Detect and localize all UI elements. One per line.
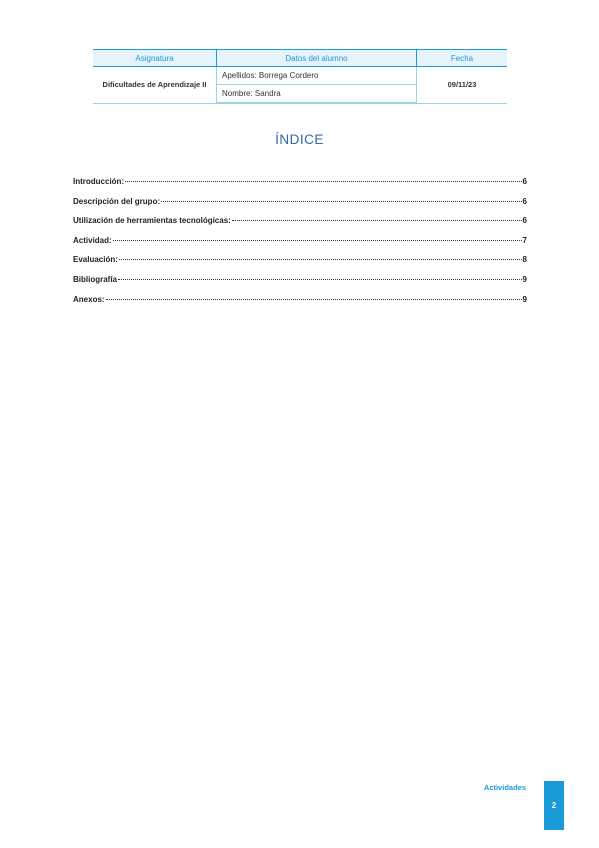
toc-entry-page: 7 xyxy=(522,235,527,245)
toc-leader-dots xyxy=(232,220,522,221)
toc-leader-dots xyxy=(106,299,522,300)
toc-entry-label: Utilización de herramientas tecnológicas: xyxy=(73,216,231,226)
toc-entry-page: 9 xyxy=(522,274,527,284)
toc-entry[interactable] xyxy=(73,235,527,255)
toc-entry-label: Actividad: xyxy=(73,235,112,245)
toc-entry[interactable] xyxy=(73,274,527,294)
table-of-contents xyxy=(73,176,527,313)
page-title: ÍNDICE xyxy=(275,132,324,147)
header-table xyxy=(93,49,507,104)
table-row xyxy=(93,67,507,85)
toc-leader-dots xyxy=(118,279,522,280)
toc-leader-dots xyxy=(125,181,521,182)
toc-entry-label: Introducción: xyxy=(73,177,125,186)
header-row xyxy=(93,50,507,67)
toc-entry[interactable] xyxy=(73,294,527,314)
toc-entry[interactable] xyxy=(73,215,527,235)
toc-entry-page: 6 xyxy=(522,196,527,206)
page-number: 2 xyxy=(551,801,557,810)
surnames-value: Apellidos: Borrega Cordero xyxy=(217,67,417,85)
subject-value: Dificultades de Aprendizaje II xyxy=(93,67,217,104)
toc-entry-page: 9 xyxy=(522,294,527,304)
toc-entry-label: Descripción del grupo: xyxy=(73,196,161,206)
toc-entry[interactable] xyxy=(73,176,527,196)
toc-entry-label: Anexos: xyxy=(73,294,105,304)
page-number-tab xyxy=(544,781,564,830)
toc-leader-dots xyxy=(161,201,521,202)
toc-entry[interactable] xyxy=(73,254,527,274)
footer-section-label: Actividades xyxy=(483,783,526,792)
name-value: Nombre: Sandra xyxy=(217,85,417,104)
toc-entry-page: 6 xyxy=(522,177,527,186)
toc-entry[interactable] xyxy=(73,196,527,216)
toc-entry-page: 6 xyxy=(522,216,527,226)
toc-entry-page: 8 xyxy=(522,255,527,265)
header-date: Fecha xyxy=(417,50,508,67)
header-subject: Asignatura xyxy=(93,50,217,67)
toc-leader-dots xyxy=(113,240,522,241)
toc-entry-label: Evaluación: xyxy=(73,255,118,265)
toc-entry-label: Bibliografía xyxy=(73,274,118,284)
date-value: 09/11/23 xyxy=(417,67,508,104)
toc-leader-dots xyxy=(119,259,522,260)
header-student-data: Datos del alumno xyxy=(217,50,417,67)
